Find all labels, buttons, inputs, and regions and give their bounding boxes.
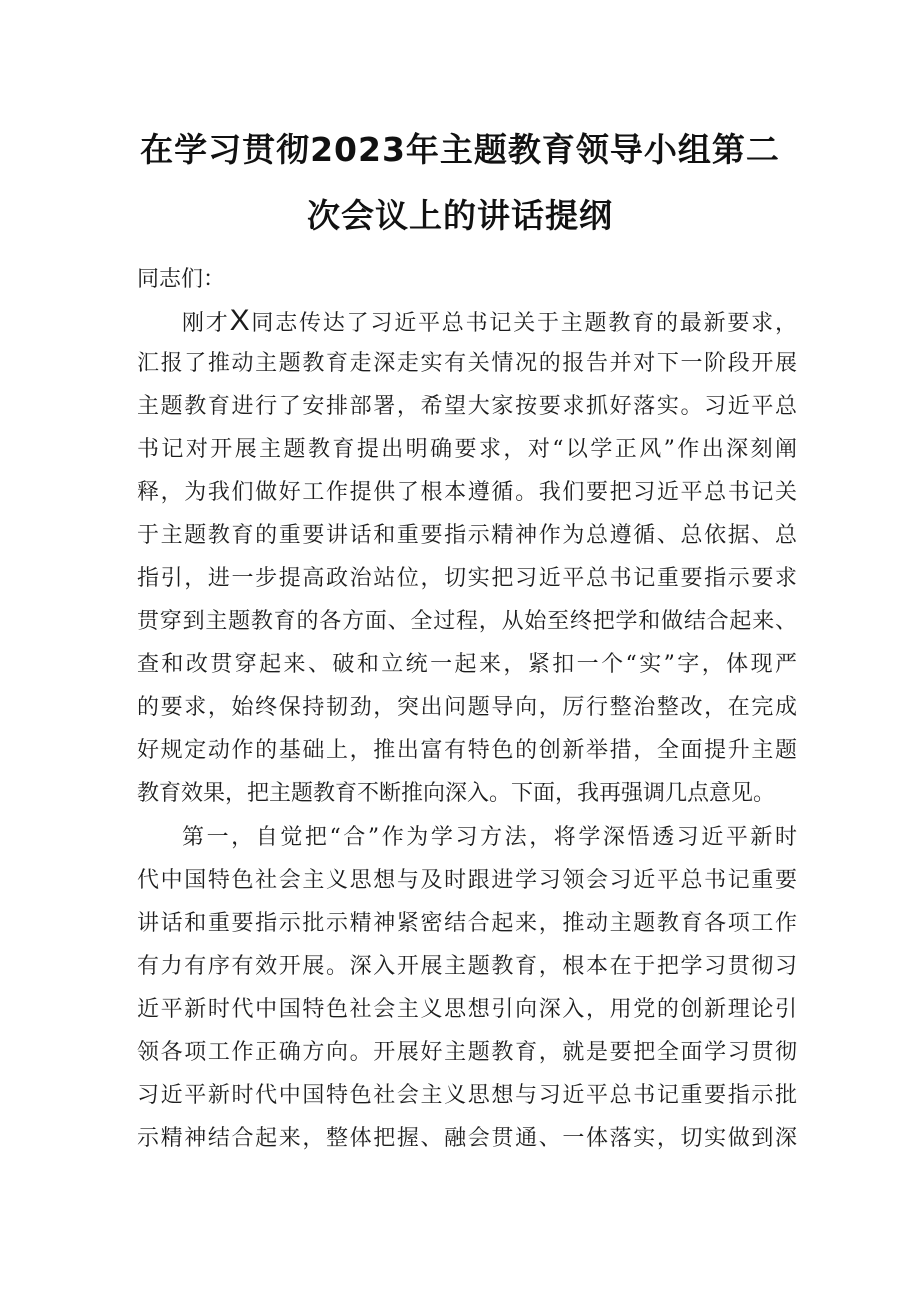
- paragraph-2-line: 讲话和重要指示批示精神紧密结合起来，推动主题教育各项工作: [137, 911, 797, 936]
- paragraph-2-line-1: 第一，自觉把“合”作为学习方法，将学深悟透习近平新时: [182, 825, 797, 850]
- paragraph-1-line: 指引，进一步提高政治站位，切实把习近平总书记重要指示要求: [137, 566, 797, 591]
- paragraph-1-line: 释，为我们做好工作提供了根本遵循。我们要把习近平总书记关: [137, 480, 797, 505]
- salutation: 同志们：: [137, 267, 226, 292]
- paragraph-2-line: 领各项工作正确方向。开展好主题教育，就是要把全面学习贯彻: [137, 1040, 797, 1065]
- paragraph-1-line: 书记对开展主题教育提出明确要求，对“以学正风”作出深刻阐: [137, 437, 797, 462]
- paragraph-2-line: 习近平新时代中国特色社会主义思想与习近平总书记重要指示批: [137, 1083, 797, 1108]
- speaker-placeholder: X: [229, 304, 250, 337]
- paragraph-2-line: 代中国特色社会主义思想与及时跟进学习领会习近平总书记重要: [137, 868, 797, 893]
- paragraph-1-line: 主题教育进行了安排部署，希望大家按要求抓好落实。习近平总: [137, 394, 797, 419]
- document-title-line-2: 次会议上的讲话提纲: [307, 196, 613, 235]
- paragraph-2-line: 示精神结合起来，整体把握、融会贯通、一体落实，切实做到深: [137, 1126, 797, 1151]
- paragraph-1-line: 于主题教育的重要讲话和重要指示精神作为总遵循、总依据、总: [137, 523, 797, 548]
- paragraph-1-line: 贯穿到主题教育的各方面、全过程，从始至终把学和做结合起来、: [137, 609, 797, 634]
- paragraph-2-line: 有力有序有效开展。深入开展主题教育，根本在于把学习贯彻习: [137, 954, 797, 979]
- paragraph-1-line: 教育效果，把主题教育不断推向深入。下面，我再强调几点意见。: [137, 781, 776, 806]
- document-title-line-1: 在学习贯彻2023年主题教育领导小组第二: [140, 130, 780, 169]
- paragraph-1-line-1: [182, 301, 797, 341]
- paragraph-1-line: 好规定动作的基础上，推出富有特色的创新举措，全面提升主题: [137, 738, 797, 763]
- paragraph-2-line: 近平新时代中国特色社会主义思想引向深入，用党的创新理论引: [137, 997, 797, 1022]
- paragraph-1-lead-rest: 同志传达了习近平总书记关于主题教育的最新要求，: [249, 311, 797, 336]
- paragraph-1-lead: 刚才: [182, 311, 230, 336]
- paragraph-1-line: 查和改贯穿起来、破和立统一起来，紧扣一个“实”字，体现严: [137, 652, 797, 677]
- paragraph-1-line: 汇报了推动主题教育走深走实有关情况的报告并对下一阶段开展: [137, 351, 797, 376]
- paragraph-1-line: 的要求，始终保持韧劲，突出问题导向，厉行整治整改，在完成: [137, 695, 797, 720]
